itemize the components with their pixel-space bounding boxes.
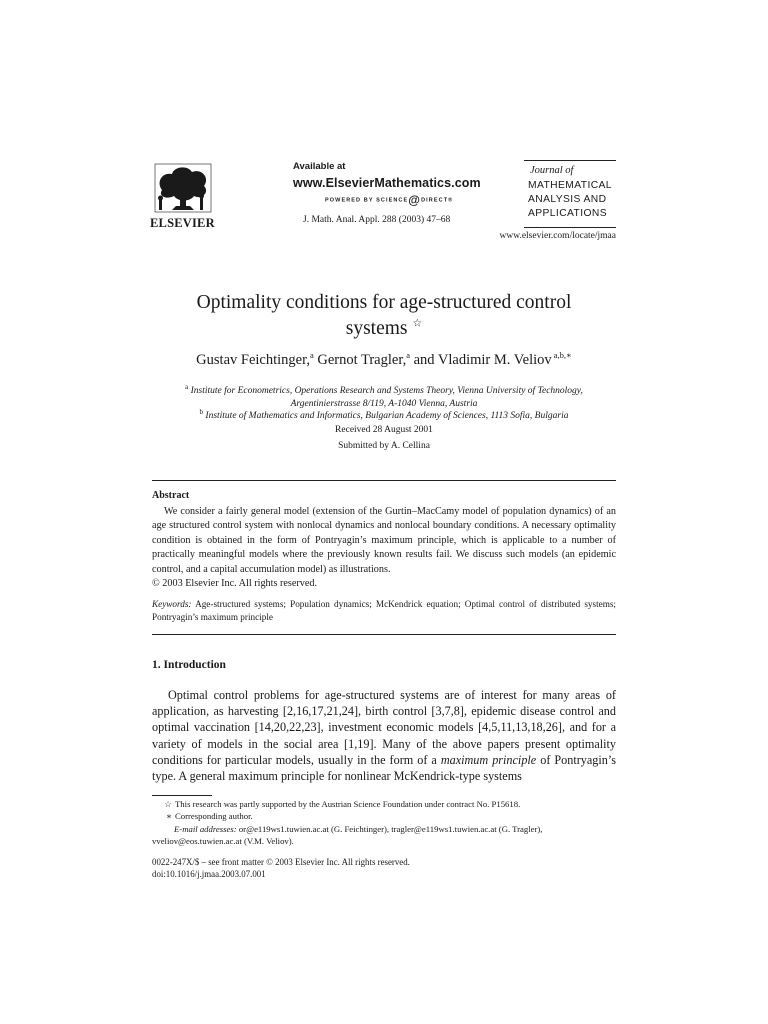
affiliation-ref-a: a [309,350,314,361]
abstract-text: We consider a fairly general model (extension of the Gurtin–MacCamy model of population dynamics) of an age structured control system with nonlocal dynamics and nonlocal boundary conditions. A necessary optimality condition is obtained in the form of Pontryagin’s maximum principle, which is applicable to a number of practically meaningful models where the previously known results fail. We discuss such models (an epidemic control, and a capital accumulation model) as illustrations. [152,506,616,575]
email-addresses-2[interactable]: vveliov@eos.tuwien.ac.at (V.M. Veliov). [152,836,294,847]
affiliation-b-mark: b [199,408,204,416]
abstract-copyright: © 2003 Elsevier Inc. All rights reserved. [152,578,318,590]
abstract-body [152,505,616,591]
footnote-corresponding-text: Corresponding author. [175,811,253,821]
affiliation-a-line-1: Institute for Econometrics, Operations Research and Systems Theory, Vienna University of Technology, [190,386,583,397]
keywords-label: Keywords: [152,599,192,609]
intro-text-part-2: of Pontryagin’s type. A general maximum principle for nonlinear McKendrick-type systems [152,752,616,784]
footnote-funding [152,798,616,810]
author-veliov: and Vladimir M. Veliov [409,352,552,368]
journal-title-line-2: ANALYSIS AND [528,194,607,205]
affiliation-b-text: Institute of Mathematics and Informatics, Bulgarian Academy of Sciences, 1113 Sofia, Bulgaria [205,411,569,422]
submitted-by: Submitted by A. Cellina [338,441,430,451]
introduction-paragraph [152,687,616,784]
journal-title-line-1: MATHEMATICAL [528,180,612,191]
email-label: E-mail addresses: [174,824,237,834]
footnote-corresponding [152,810,616,822]
journal-url-link[interactable]: www.elsevier.com/locate/jmaa [499,231,616,241]
footnote-star-icon: ☆ [164,799,172,809]
abstract-rule-bottom [152,634,616,635]
footnote-asterisk-icon: ∗ [166,811,172,821]
keywords-list: Age-structured systems; Population dynamics; McKendrick equation; Optimal control of distributed systems; Pontryagin’s maximum principle [152,599,616,622]
footnote-rule [152,795,212,796]
sciencedirect-at-icon: @ [408,193,422,207]
journal-title-line-3: APPLICATIONS [528,208,607,219]
affiliation-b [150,406,618,423]
intro-text-part-1: Optimal control problems for age-structured systems are of interest for many areas of application, as harvesting [2,16,17,21,24], birth control [3,7,8], epidemic disease control and optimal vaccination [14,20,22,23], investment economic models [4,5,11,13,18,26], and for a variety of models in the social area [1,19]. Many of the above papers present optimality conditions for particular models, usually in the form of a [152,688,616,767]
keywords [152,598,616,624]
powered-prefix: POWERED BY SCIENCE [325,197,409,204]
powered-suffix: DIRECT [421,197,449,204]
abstract-heading: Abstract [152,490,190,501]
title-footnote-star-icon[interactable]: ☆ [412,317,423,330]
journal-of-script: Journal of [530,165,574,176]
publisher-wordmark: ELSEVIER [150,216,215,230]
front-matter-line: 0022-247X/$ – see front matter © 2003 Elsevier Inc. All rights reserved. [152,857,410,867]
journal-citation: J. Math. Anal. Appl. 288 (2003) 47–68 [303,215,451,225]
author-tragler: Gernot Tragler, [313,352,407,368]
footnote-funding-text: This research was partly supported by the Austrian Science Foundation under contract No. P15618. [175,799,521,809]
title-line-1: Optimality conditions for age-structured control [196,292,572,313]
powered-by-sciencedirect [325,193,453,207]
footnote-emails [152,823,616,847]
affiliation-a-mark: a [185,383,189,391]
received-date: Received 28 August 2001 [335,425,433,435]
registered-mark: ® [448,197,454,204]
affiliation-ref-ab: a,b,∗ [551,350,572,361]
available-at-label: Available at [293,161,346,172]
abstract-rule-top [152,480,616,481]
intro-emphasis: maximum principle [440,752,537,767]
author-list [130,352,638,369]
email-addresses[interactable]: or@e119ws1.tuwien.ac.at (G. Feichtinger), tragler@e119ws1.tuwien.ac.at (G. Tragler), [236,824,543,834]
affiliation-ref-a: a [406,350,410,361]
title-line-2: systems [345,318,408,339]
site-link[interactable]: www.ElsevierMathematics.com [293,176,481,190]
author-feichtinger: Gustav Feichtinger, [196,352,310,368]
section-heading-introduction: 1. Introduction [152,659,226,671]
doi-link[interactable]: doi:10.1016/j.jmaa.2003.07.001 [152,869,266,879]
affiliation-a-line-2: Argentinierstrasse 8/119, A-1040 Vienna, Austria [290,399,478,410]
paper-title [130,290,638,342]
